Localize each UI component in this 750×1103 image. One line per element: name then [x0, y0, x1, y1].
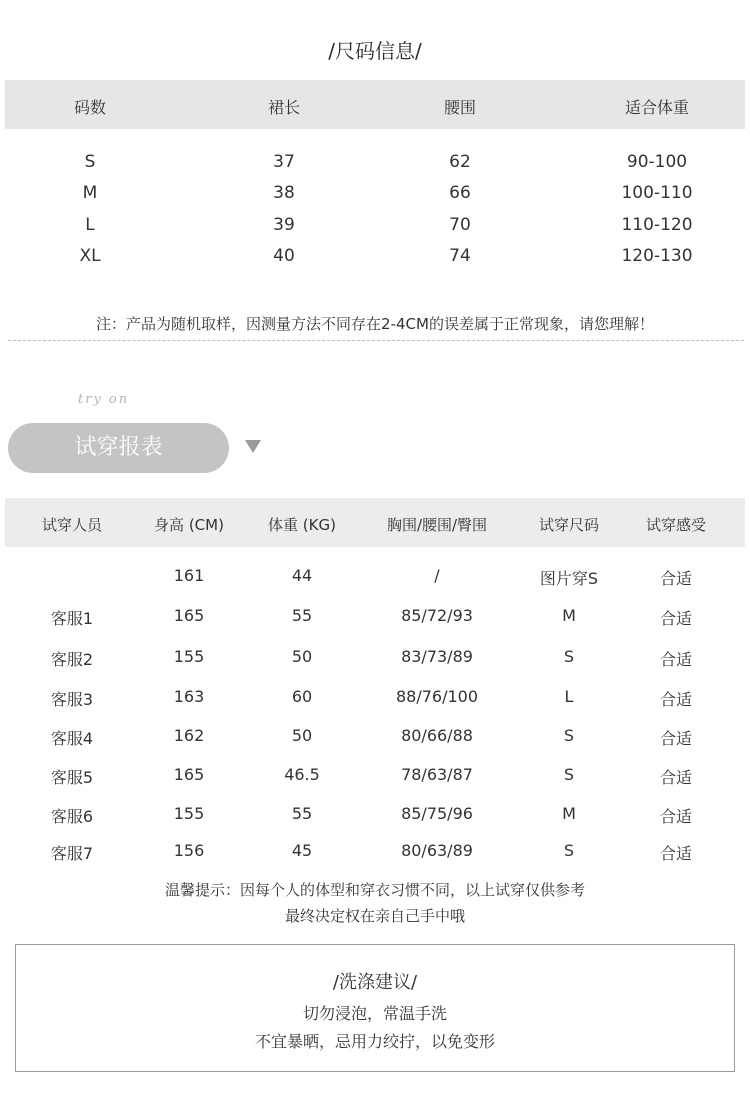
tryon-table-cell: 合适	[659, 768, 692, 787]
tryon-table-cell: 163	[173, 687, 205, 706]
size-table-cell: 62	[449, 152, 471, 172]
tryon-table-cell: 客服5	[50, 768, 94, 787]
size-table-cell: 38	[273, 183, 295, 203]
tryon-table-cell: L	[564, 687, 574, 706]
tryon-table-cell: 165	[173, 606, 205, 625]
size-header-cell: 码数	[73, 98, 106, 117]
tryon-table-cell: 83/73/89	[401, 647, 473, 666]
tryon-table-cell: 161	[173, 566, 205, 585]
wash-advice-line2: 不宜暴晒，忌用力绞拧，以免变形	[254, 1032, 495, 1051]
tryon-tip-line1: 温馨提示：因每个人的体型和穿衣习惯不同，以上试穿仅供参考	[164, 881, 585, 899]
tryon-header-cell: 胸围/腰围/臀围	[386, 516, 488, 534]
size-table-cell: L	[85, 215, 95, 235]
tryon-tip-line2: 最终决定权在亲自己手中哦	[284, 907, 465, 925]
tryon-table-cell: 88/76/100	[395, 687, 479, 706]
tryon-table-cell: 客服6	[50, 807, 94, 826]
tryon-table-cell: 78/63/87	[401, 765, 473, 784]
tryon-report-badge: 试穿报表	[8, 423, 229, 473]
tryon-table-cell: /	[434, 566, 440, 585]
tryon-table-cell: 85/75/96	[401, 804, 473, 823]
tryon-table-cell: S	[563, 765, 575, 784]
size-table-cell: 40	[273, 246, 295, 266]
tryon-header-cell: 身高 (CM)	[154, 516, 224, 534]
tryon-table-cell: 80/63/89	[401, 841, 473, 860]
tryon-table-cell: 客服1	[50, 609, 94, 628]
tryon-table-cell: 合适	[659, 569, 692, 588]
tryon-table-cell: S	[563, 726, 575, 745]
tryon-table-cell: 162	[173, 726, 205, 745]
tryon-table-cell: 50	[291, 726, 313, 745]
tryon-header-cell: 试穿人员	[41, 516, 102, 534]
tryon-table-cell: 60	[291, 687, 313, 706]
measurement-note: 注：产品为随机取样，因测量方法不同存在2-4CM的误差属于正常现象，请您理解！	[96, 315, 654, 333]
tryon-table-cell: 85/72/93	[401, 606, 473, 625]
tryon-header-cell: 体重 (KG)	[268, 516, 336, 534]
tryon-table-cell: 156	[173, 841, 205, 860]
size-table-cell: 66	[449, 183, 471, 203]
tryon-table-cell: 图片穿S	[539, 569, 599, 588]
tryon-table-cell: 合适	[659, 609, 692, 628]
tryon-table-cell: 46.5	[284, 765, 320, 784]
size-table-cell: 74	[449, 246, 471, 266]
tryon-header-cell: 试穿感受	[645, 516, 706, 534]
tryon-table-cell: 客服7	[50, 844, 94, 863]
size-table-cell: 37	[273, 152, 295, 172]
wash-advice-title: /洗涤建议/	[332, 972, 418, 993]
size-table-cell: 39	[273, 215, 295, 235]
size-table-cell: M	[82, 183, 98, 203]
wash-advice-line1: 切勿浸泡，常温手洗	[302, 1004, 447, 1023]
size-header-cell: 适合体重	[624, 98, 689, 117]
size-table-cell: XL	[79, 246, 101, 266]
tryon-table-cell: 客服3	[50, 690, 94, 709]
tryon-table-cell: M	[562, 606, 576, 625]
size-table-cell: 70	[449, 215, 471, 235]
size-info-title: /尺码信息/	[328, 39, 422, 63]
dashed-divider	[8, 340, 744, 341]
size-table-cell: 110-120	[621, 215, 693, 235]
size-header-cell: 腰围	[443, 98, 476, 117]
tryon-header-cell: 试穿尺码	[538, 516, 599, 534]
tryon-table-cell: 45	[291, 841, 313, 860]
size-table-cell: 100-110	[621, 183, 693, 203]
tryon-table-cell: 客服2	[50, 650, 94, 669]
tryon-table-cell: 55	[291, 606, 313, 625]
triangle-down-icon	[245, 440, 261, 453]
size-table-cell: 120-130	[621, 246, 693, 266]
size-table-cell: 90-100	[626, 152, 688, 172]
tryon-table-cell: S	[563, 841, 575, 860]
tryon-table-cell: 44	[291, 566, 313, 585]
tryon-table-cell: 合适	[659, 650, 692, 669]
tryon-table-cell: 客服4	[50, 729, 94, 748]
tryon-table-cell: 55	[291, 804, 313, 823]
tryon-table-cell: S	[563, 647, 575, 666]
tryon-table-cell: 合适	[659, 690, 692, 709]
tryon-table-cell: 50	[291, 647, 313, 666]
tryon-table-cell: 155	[173, 804, 205, 823]
try-on-script-text: try on	[78, 392, 130, 407]
tryon-table-cell: 合适	[659, 807, 692, 826]
size-table-cell: S	[84, 152, 96, 172]
tryon-table-cell: 合适	[659, 729, 692, 748]
size-header-cell: 裙长	[267, 98, 300, 117]
tryon-table-cell: 155	[173, 647, 205, 666]
tryon-table-cell: M	[562, 804, 576, 823]
tryon-table-cell: 合适	[659, 844, 692, 863]
tryon-table-cell: 165	[173, 765, 205, 784]
tryon-table-cell: 80/66/88	[401, 726, 473, 745]
